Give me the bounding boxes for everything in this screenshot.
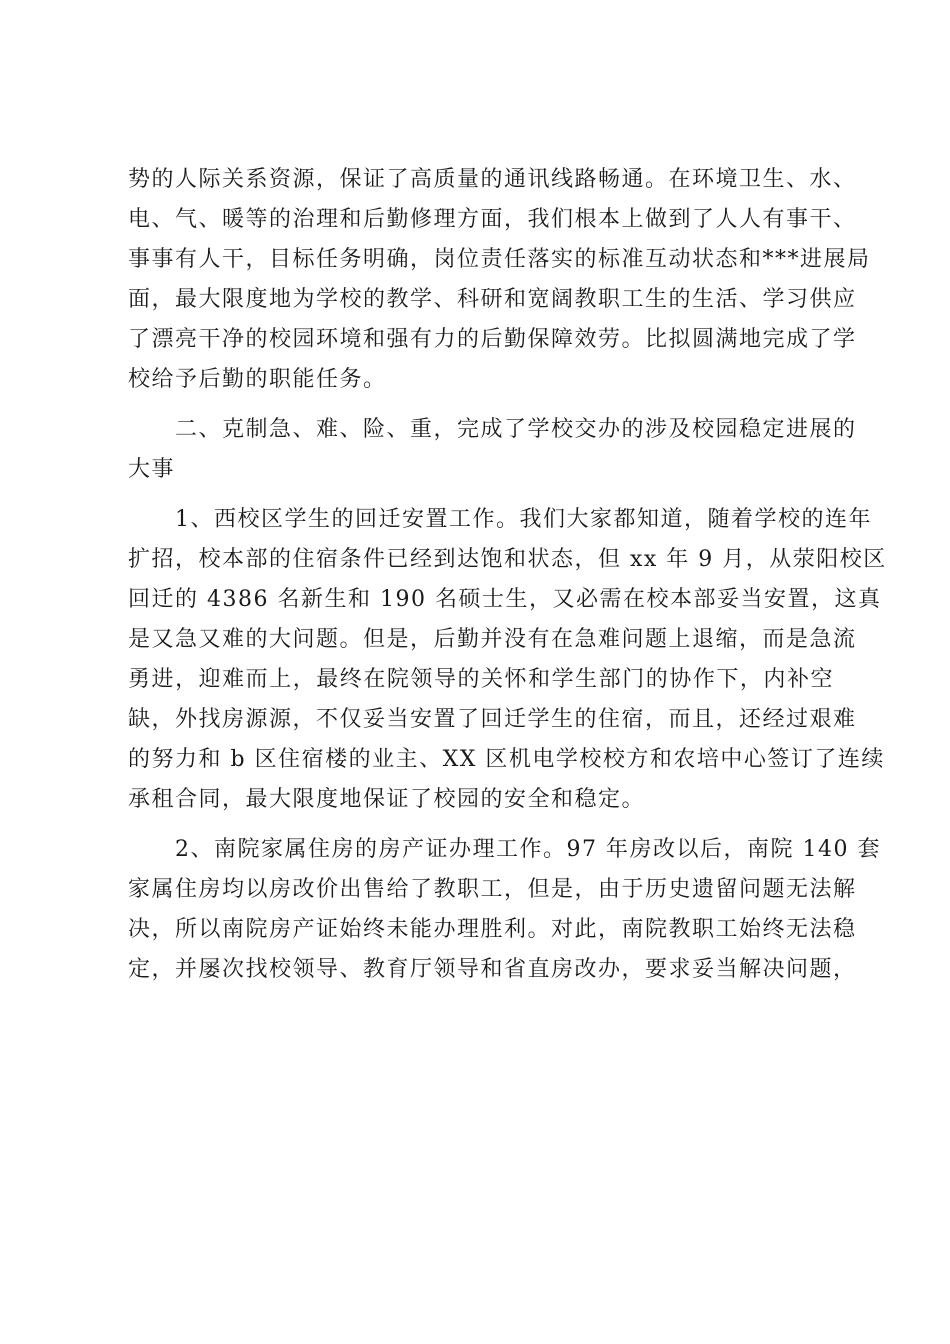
paragraph-item-1: [128, 500, 887, 820]
text-line: 缺，外找房源源，不仅妥当安置了回迁学生的住宿，而且，还经过艰难: [128, 707, 857, 732]
paragraph-1: [128, 160, 871, 400]
paragraph-spacer: [128, 400, 834, 410]
text-line: 大事: [128, 457, 176, 482]
section-heading-2: [128, 410, 857, 490]
text-line: 1、西校区学生的回迁安置工作。我们大家都知道，随着学校的连年: [128, 507, 872, 532]
text-line: 勇进，迎难而上，最终在院领导的关怀和学生部门的协作下，内补空: [128, 667, 834, 692]
text-line: 面，最大限度地为学校的教学、科研和宽阔教职工生的生活、学习供应: [128, 287, 857, 312]
paragraph-spacer: [128, 820, 834, 830]
text-line: 回迁的 4386 名新生和 190 名硕士生，又必需在校本部妥当安置，这真: [128, 587, 882, 612]
text-line: 是又急又难的大问题。但是，后勤并没有在急难问题上退缩，而是急流: [128, 627, 857, 652]
text-line: 决，所以南院房产证始终未能办理胜利。对此，南院教职工始终无法稳: [128, 917, 857, 942]
text-line: 了漂亮干净的校园环境和强有力的后勤保障效劳。比拟圆满地完成了学: [128, 327, 857, 352]
paragraph-item-2: [128, 830, 881, 990]
text-line: 二、克制急、难、险、重，完成了学校交办的涉及校园稳定进展的: [128, 417, 857, 442]
text-line: 扩招，校本部的住宿条件已经到达饱和状态，但 xx 年 9 月，从荥阳校区: [128, 547, 887, 572]
text-line: 承租合同，最大限度地保证了校园的安全和稳定。: [128, 787, 646, 812]
document-body: [128, 160, 887, 990]
paragraph-spacer: [128, 490, 834, 500]
text-line: 事事有人干，目标任务明确，岗位责任落实的标准互动状态和***进展局: [128, 247, 871, 272]
text-line: 定，并屡次找校领导、教育厅领导和省直房改办，要求妥当解决问题，: [128, 957, 857, 982]
text-line: 的努力和 b 区住宿楼的业主、XX 区机电学校校方和农培中心签订了连续: [128, 747, 885, 772]
text-line: 家属住房均以房改价出售给了教职工，但是，由于历史遗留问题无法解: [128, 877, 857, 902]
text-line: 电、气、暖等的治理和后勤修理方面，我们根本上做到了人人有事干、: [128, 207, 857, 232]
text-line: 校给予后勤的职能任务。: [128, 367, 387, 392]
text-line: 势的人际关系资源，保证了高质量的通讯线路畅通。在环境卫生、水、: [128, 167, 857, 192]
text-line: 2、南院家属住房的房产证办理工作。97 年房改以后，南院 140 套: [128, 837, 881, 862]
